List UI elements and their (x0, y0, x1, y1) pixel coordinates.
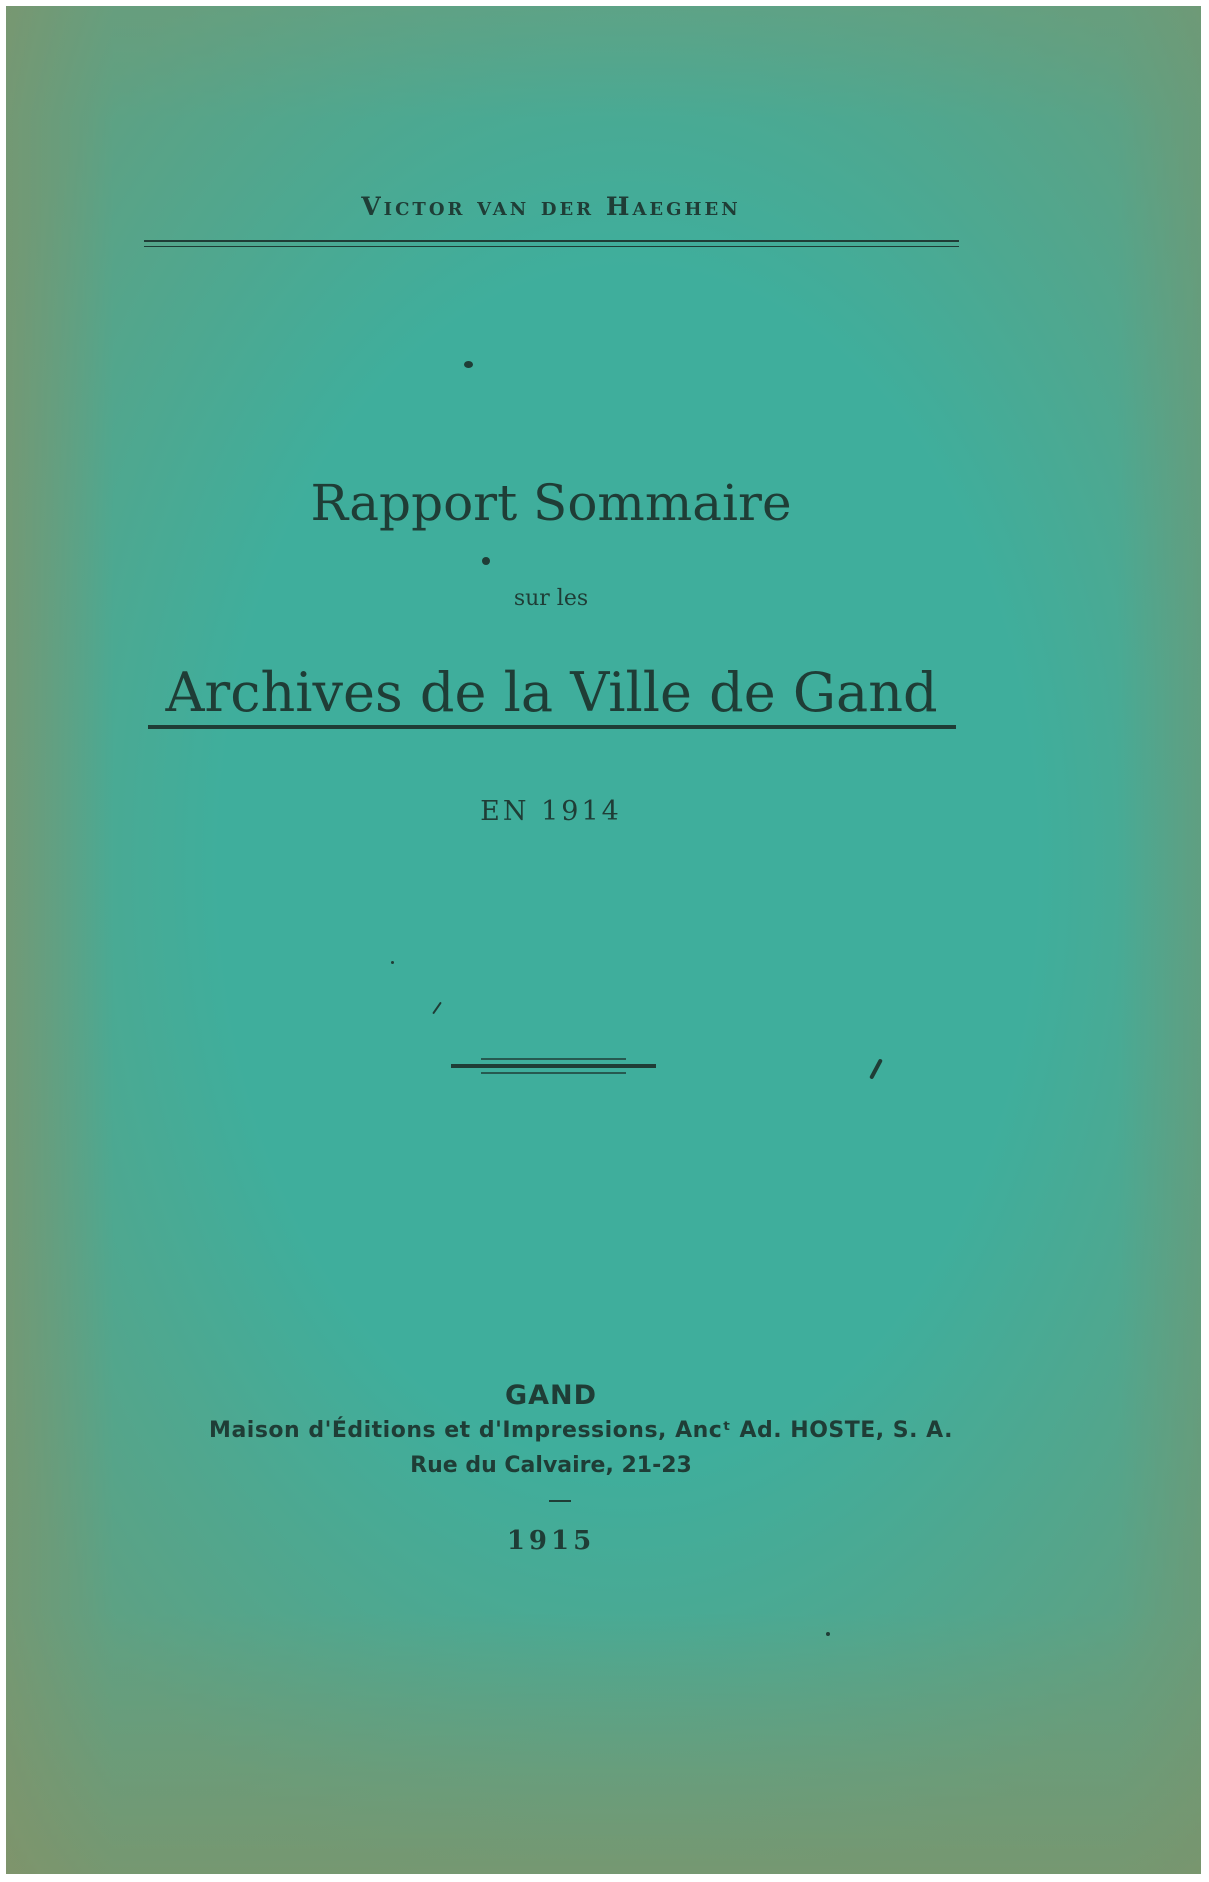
paper-speck (464, 361, 473, 368)
paper-speck (391, 961, 394, 964)
imprint-address: Rue du Calvaire, 21-23 (410, 1453, 692, 1478)
author-name: Victor van der Haeghen (361, 192, 741, 221)
imprint-city: GAND (504, 1380, 598, 1411)
imprint-publisher: Maison d'Éditions et d'Impressions, Ancᵗ Ad. HOSTE, S. A. (209, 1418, 953, 1443)
header-double-rule (144, 240, 959, 247)
imprint-year: 1915 (506, 1526, 596, 1556)
title-main: Rapport Sommaire (310, 474, 792, 532)
center-rule-ornament (451, 1056, 656, 1076)
paper-speck (869, 1058, 883, 1079)
paper-speck (432, 1002, 442, 1015)
imprint-dash (549, 1500, 571, 1502)
title-dot-ornament (482, 557, 490, 565)
paper-speck (826, 1632, 830, 1636)
title-subject: Archives de la Ville de Gand (165, 661, 938, 724)
title-year: EN 1914 (480, 796, 622, 827)
title-underline (148, 725, 956, 729)
title-connector: sur les (513, 586, 589, 611)
book-cover (6, 6, 1201, 1874)
